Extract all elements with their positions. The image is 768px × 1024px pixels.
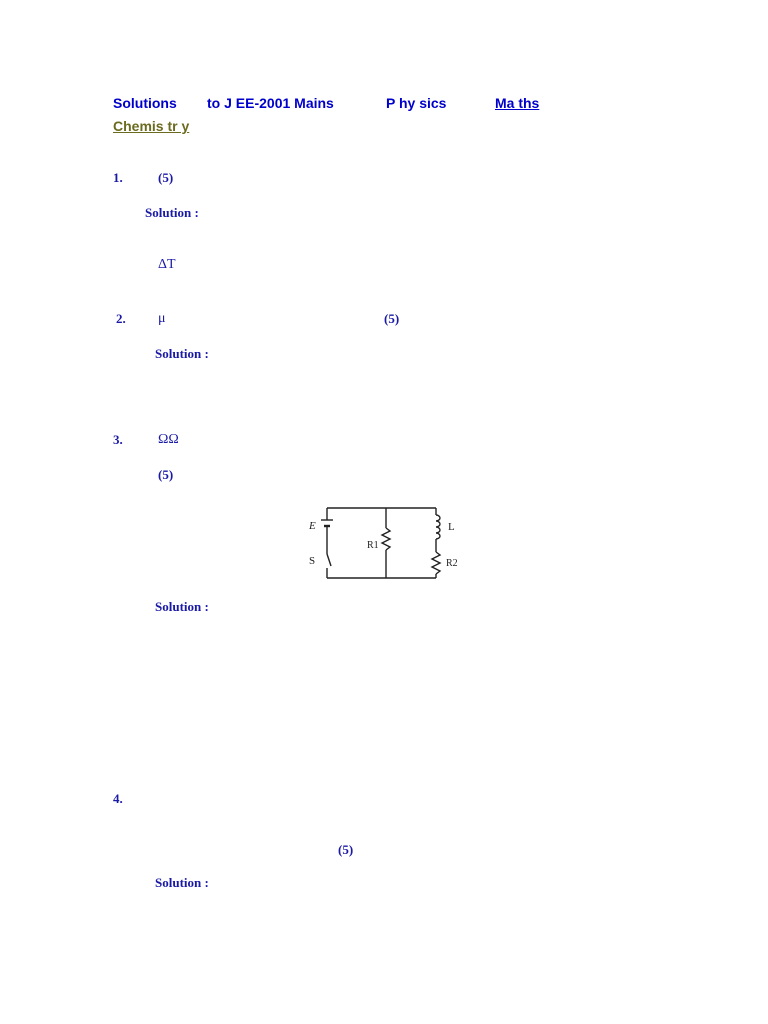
question-4-marks: (5) [338, 842, 354, 857]
r1-resistor [382, 528, 390, 550]
circuit-diagram [300, 498, 470, 586]
question-2-solution-label: Solution : [155, 346, 209, 361]
question-1-marks: (5) [158, 170, 174, 185]
question-3-symbol: ΩΩ [158, 432, 179, 447]
switch-label: S [309, 555, 316, 567]
question-2-marks: (5) [384, 311, 400, 326]
switch-blade [327, 554, 331, 566]
chemistry-link[interactable]: Chemis tr y [113, 118, 190, 134]
question-4-number: 4. [113, 791, 123, 806]
question-2-symbol: μ [158, 311, 166, 326]
physics-link[interactable]: P hy sics [386, 95, 447, 111]
question-4-solution-label: Solution : [155, 875, 209, 890]
question-2-number: 2. [116, 311, 126, 326]
maths-link[interactable]: Ma ths [495, 95, 540, 111]
question-1-solution-label: Solution : [145, 205, 199, 220]
heading-solutions: Solutions [113, 95, 177, 111]
r1-label: R1 [367, 540, 379, 551]
r2-resistor [432, 552, 440, 574]
question-3-marks: (5) [158, 467, 174, 482]
heading-exam-name: to J EE-2001 Mains [207, 95, 334, 111]
r2-label: R2 [446, 558, 458, 569]
question-3-solution-label: Solution : [155, 599, 209, 614]
inductor-label: L [448, 521, 455, 533]
emf-label: E [309, 520, 316, 532]
question-1-number: 1. [113, 170, 123, 185]
question-3-number: 3. [113, 432, 123, 447]
question-1-symbol: ΔT [158, 257, 176, 272]
inductor-coil [436, 515, 440, 539]
